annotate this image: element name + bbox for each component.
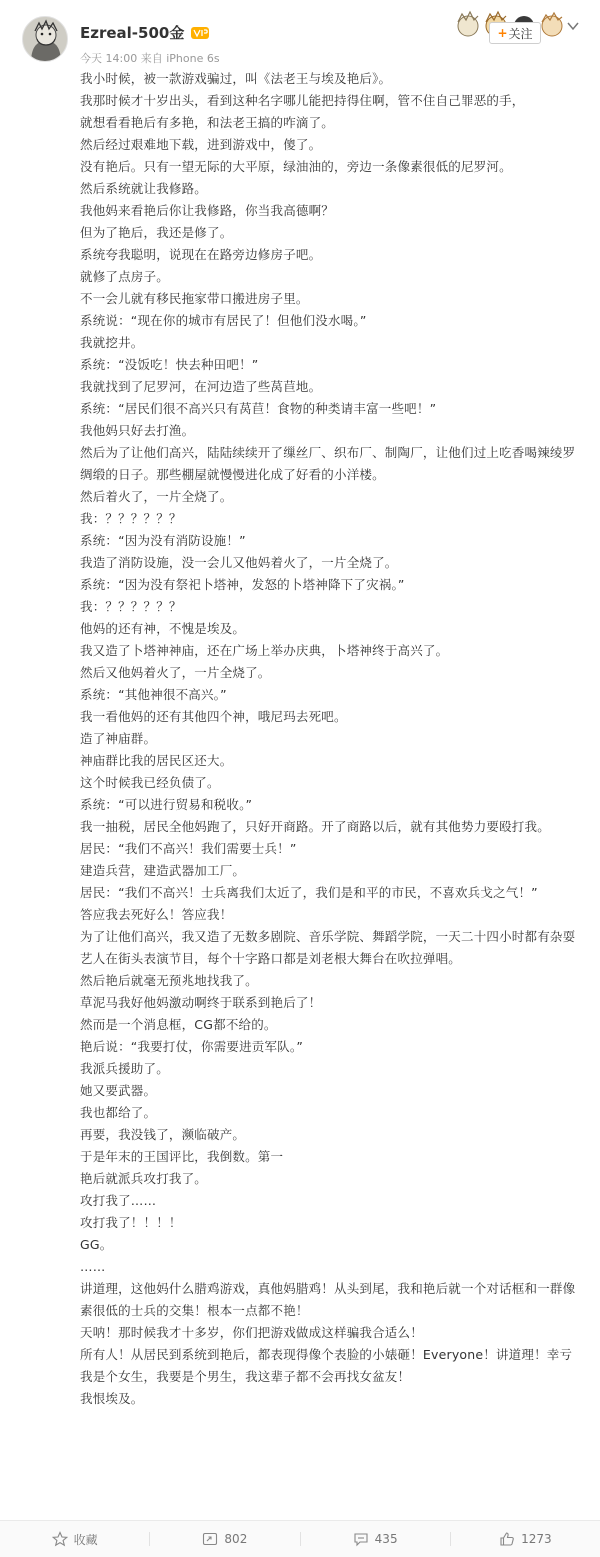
follow-label: 关注 bbox=[508, 26, 533, 41]
repost-button[interactable] bbox=[150, 1531, 299, 1547]
avatar[interactable] bbox=[22, 16, 68, 62]
post-text-line: 系统：“因为没有祭祀卜塔神，发怒的卜塔神降下了灾祸。” bbox=[80, 577, 405, 592]
post-text-line: 我就找到了尼罗河，在河边造了些莴苣地。 bbox=[80, 379, 322, 394]
post-text-line: 然后为了让他们高兴，陆陆续续开了缫丝厂、织布厂、制陶厂，让他们过上吃香喝辣绫罗绸缎的日子。那些棚屋就慢慢进化成了好看的小洋楼。 bbox=[80, 445, 576, 482]
post-text-line: 再要，我没钱了，濒临破产。 bbox=[80, 1127, 246, 1142]
post-text-line: 就想看看艳后有多艳，和法老王搞的咋滴了。 bbox=[80, 115, 335, 130]
post-text-line: 然后经过艰难地下载，进到游戏中，傻了。 bbox=[80, 137, 322, 152]
post-text-line: 他妈的还有神，不愧是埃及。 bbox=[80, 621, 246, 636]
post-text-line: GG。 bbox=[80, 1237, 113, 1252]
post-text-line: 我：？？？？？？ bbox=[80, 511, 182, 526]
post-header bbox=[0, 0, 600, 70]
post-text-line: 居民：“我们不高兴！士兵离我们太近了，我们是和平的市民，不喜欢兵戈之气！” bbox=[80, 885, 538, 900]
like-button[interactable] bbox=[451, 1531, 600, 1547]
post-text-line: 系统夸我聪明，说现在在路旁边修房子吧。 bbox=[80, 247, 322, 262]
repost-icon bbox=[202, 1531, 218, 1547]
author-row bbox=[80, 22, 210, 43]
post-text-line: 系统：“居民们很不高兴只有莴苣！食物的种类请丰富一些吧！” bbox=[80, 401, 437, 416]
chevron-down-icon[interactable] bbox=[565, 18, 581, 34]
post-text-line: 艳后就派兵攻打我了。 bbox=[80, 1171, 208, 1186]
follow-button[interactable] bbox=[489, 22, 541, 44]
plus-icon: + bbox=[497, 26, 508, 40]
post-text-line: 然后艳后就毫无预兆地找我了。 bbox=[80, 973, 258, 988]
post-time: 今天 14:00 bbox=[80, 52, 138, 65]
post-text-line: 神庙群比我的居民区还大。 bbox=[80, 753, 233, 768]
post-text-line: 这个时候我已经负债了。 bbox=[80, 775, 220, 790]
post-meta bbox=[80, 50, 220, 66]
post-text-line: 她又要武器。 bbox=[80, 1083, 157, 1098]
post-text-line: 我他妈只好去打渔。 bbox=[80, 423, 195, 438]
post-text-line: 然后又他妈着火了，一片全烧了。 bbox=[80, 665, 271, 680]
post-text-line: 然后系统就让我修路。 bbox=[80, 181, 208, 196]
post-text-line: 我也都给了。 bbox=[80, 1105, 157, 1120]
post-text-line: 我派兵援助了。 bbox=[80, 1061, 169, 1076]
comment-icon bbox=[353, 1531, 369, 1547]
post-text-line: 为了让他们高兴，我又造了无数多剧院、音乐学院、舞蹈学院，一天二十四小时都有杂耍艺人在街头表演节目，每个十字路口都是刘老根大舞台在吹拉弹唱。 bbox=[80, 929, 576, 966]
post-text-line: 我那时候才十岁出头，看到这种名字哪儿能把持得住啊，管不住自己罪恶的手， bbox=[80, 93, 525, 108]
post-text-line: 系统说：“现在你的城市有居民了！但他们没水喝。” bbox=[80, 313, 367, 328]
post-text-line: 我一看他妈的还有其他四个神，哦尼玛去死吧。 bbox=[80, 709, 347, 724]
post-text-line: 没有艳后。只有一望无际的大平原，绿油油的，旁边一条像素很低的尼罗河。 bbox=[80, 159, 512, 174]
repost-count: 802 bbox=[224, 1532, 248, 1546]
post-text-line: 答应我去死好么！答应我！ bbox=[80, 907, 233, 922]
post-text-line: 建造兵营，建造武器加工厂。 bbox=[80, 863, 246, 878]
post-text-line: 系统：“可以进行贸易和税收。” bbox=[80, 797, 253, 812]
author-username[interactable]: Ezreal-500金 bbox=[80, 24, 185, 42]
post-text-line: 我他妈来看艳后你让我修路，你当我高德啊？ bbox=[80, 203, 335, 218]
post-text-line: 系统：“因为没有消防设施！” bbox=[80, 533, 246, 548]
post-text-line: 艳后说：“我要打仗，你需要进贡军队。” bbox=[80, 1039, 304, 1054]
post-text-line: …… bbox=[80, 1259, 106, 1274]
like-count: 1273 bbox=[521, 1532, 552, 1546]
post-text-line: 我一抽税，居民全他妈跑了，只好开商路。开了商路以后，就有其他势力要殴打我。 bbox=[80, 819, 550, 834]
post-text-line: 我恨埃及。 bbox=[80, 1391, 144, 1406]
post-text-line: 我小时候，被一款游戏骗过，叫《法老王与埃及艳后》。 bbox=[80, 71, 392, 86]
post-text-line: 系统：“其他神很不高兴。” bbox=[80, 687, 227, 702]
post-text-line: 讲道理，这他妈什么腊鸡游戏，真他妈腊鸡！从头到尾，我和艳后就一个对话框和一群像素很低的士兵的交集！根本一点都不艳！ bbox=[80, 1281, 576, 1318]
post-body bbox=[80, 68, 580, 1410]
post-text-line: 我又造了卜塔神神庙，还在广场上举办庆典，卜塔神终于高兴了。 bbox=[80, 643, 449, 658]
vip-badge-icon bbox=[190, 25, 210, 41]
post-text-line: 我：？？？？？？ bbox=[80, 599, 182, 614]
post-text-line: 就修了点房子。 bbox=[80, 269, 169, 284]
thumbs-up-icon bbox=[499, 1531, 515, 1547]
post-text-line: 攻打我了！！！！ bbox=[80, 1215, 182, 1230]
post-source[interactable]: iPhone 6s bbox=[166, 52, 220, 65]
post-text-line: 所有人！从居民到系统到艳后，都表现得像个表脸的小婊砸！Everyone！讲道理！幸亏我是个女生，我要是个男生，我这辈子都不会再找女盆友！ bbox=[80, 1347, 573, 1384]
favorite-button[interactable] bbox=[0, 1531, 149, 1548]
post-text-line: 造了神庙群。 bbox=[80, 731, 157, 746]
post-text-line: 于是年末的王国评比，我倒数。第一 bbox=[80, 1149, 284, 1164]
post-text-line: 攻打我了…… bbox=[80, 1193, 157, 1208]
post-text-line: 我就挖井。 bbox=[80, 335, 144, 350]
star-icon bbox=[52, 1531, 68, 1547]
post-text-line: 系统：“没饭吃！快去种田吧！” bbox=[80, 357, 259, 372]
comment-button[interactable] bbox=[301, 1531, 450, 1547]
comment-count: 435 bbox=[374, 1532, 398, 1546]
post-text-line: 天呐！那时候我才十多岁，你们把游戏做成这样骗我合适么！ bbox=[80, 1325, 423, 1340]
post-text-line: 然而是一个消息框，CG都不给的。 bbox=[80, 1017, 277, 1032]
post-action-bar bbox=[0, 1520, 600, 1557]
post-text-line: 居民：“我们不高兴！我们需要士兵！” bbox=[80, 841, 297, 856]
post-text-line: 草泥马我好他妈激动啊终于联系到艳后了！ bbox=[80, 995, 322, 1010]
post-text-line: 我造了消防设施，没一会儿又他妈着火了，一片全烧了。 bbox=[80, 555, 398, 570]
post-text-line: 然后着火了，一片全烧了。 bbox=[80, 489, 233, 504]
post-text-line: 但为了艳后，我还是修了。 bbox=[80, 225, 233, 240]
favorite-label: 收藏 bbox=[73, 1532, 98, 1547]
post-source-prefix: 来自 bbox=[140, 52, 163, 65]
post-text-line: 不一会儿就有移民拖家带口搬进房子里。 bbox=[80, 291, 309, 306]
